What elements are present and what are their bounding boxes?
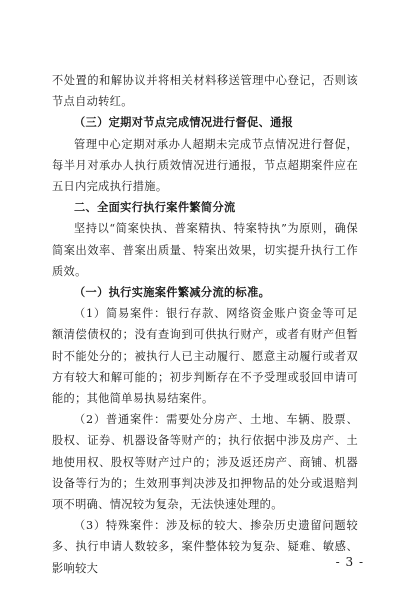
paragraph-special-cases: （3）特殊案件：涉及标的较大、掺杂历史遗留问题较多、执行申请人数较多，案件整体较为复杂、疑难、敏感、影响较大 (52, 519, 358, 575)
paragraph-supervision: 管理中心定期对承办人超期未完成节点情况进行督促，每半月对承办人执行质效情况进行通报，节点超期案件应在五日内完成执行措施。 (52, 137, 358, 194)
document-body (52, 70, 358, 579)
paragraph-principle: 坚持以“简案快执、普案精执、特案特执”为原则，确保简案出效率、普案出质量、特案出效果，切实提升执行工作质效。 (52, 222, 358, 278)
page-number: - 3 - (335, 555, 364, 569)
paragraph-ordinary-cases: （2）普通案件：需要处分房产、土地、车辆、股票、股权、证券、机器设备等财产的；执行依据中涉及房产、土地使用权、股权等财产过户的；涉及返还房产、商铺、机器设备等行为的；生效刑事判决涉及扣押物品的处分或退赔判项不明确、情况较为复杂，无法快速处理的。 (52, 413, 358, 512)
subsection-heading-1: （一）执行实施案件繁减分流的标准。 (74, 286, 271, 300)
section-heading-2: 二、全面实行执行案件繁简分流 (74, 201, 236, 215)
paragraph-simple-cases: （1）简易案件：银行存款、网络资金账户资金等可足额清偿债权的；没有查询到可供执行财产，或者有财产但暂时不能处分的；被执行人已主动履行、愿意主动履行或者双方有较大和解可能的；初步判断存在不予受理或驳回申请可能的；其他简单易执易结案件。 (52, 307, 358, 406)
section-heading-3: （三）定期对节点完成情况进行督促、通报 (74, 116, 294, 130)
paragraph-continuation: 不处置的和解协议并将相关材料移送管理中心登记，否则该节点自动转红。 (52, 74, 358, 109)
